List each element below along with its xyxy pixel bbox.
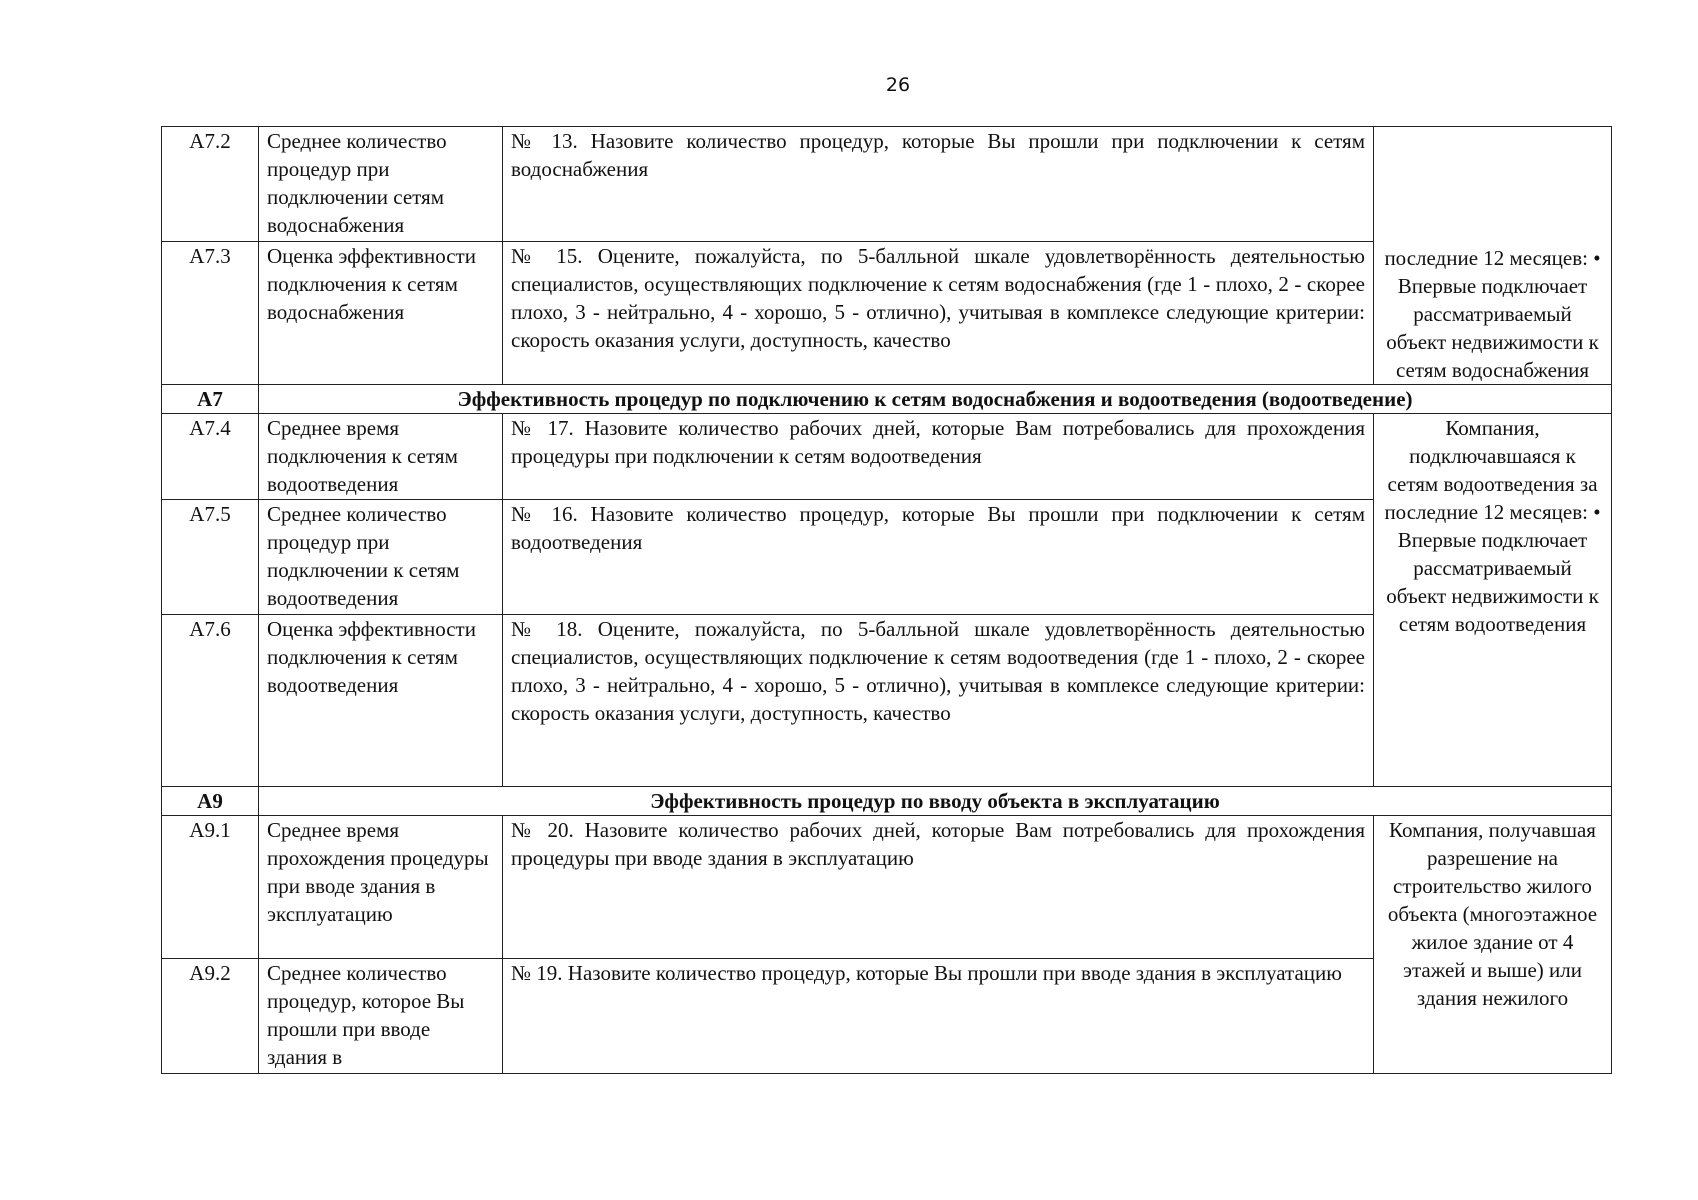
- table-row: [162, 414, 1612, 500]
- survey-question: № 17. Назовите количество рабочих дней, которые Вам потребовались для прохождения процедуры при подключении к сетям водоотведения: [503, 414, 1374, 500]
- indicator-code: А7.2: [162, 127, 259, 242]
- survey-indicators-table: [161, 126, 1612, 1074]
- respondent-criteria: Компания, подключавшаяся к сетям водоотведения за последние 12 месяцев: • Впервые подключает рассматриваемый объект недвижимости к сетям водоотведения: [1374, 414, 1612, 787]
- survey-question: № 13. Назовите количество процедур, которые Вы прошли при подключении к сетям водоснабжения: [503, 127, 1374, 242]
- indicator-code: А7.6: [162, 615, 259, 787]
- table-row: [162, 816, 1612, 959]
- section-header-row: [162, 385, 1612, 414]
- indicator-code: А7.5: [162, 500, 259, 615]
- survey-question: № 18. Оцените, пожалуйста, по 5-балльной шкале удовлетворённость деятельностью специалистов, осуществляющих подключение к сетям водоотведения (где 1 - плохо, 2 - скорее плохо, 3 - нейтрально, 4 - хорошо, 5 - отлично), учитывая в комплексе следующие критерии: скорость оказания услуги, доступность, качество: [503, 615, 1374, 787]
- survey-question: № 20. Назовите количество рабочих дней, которые Вам потребовались для прохождения процедуры при вводе здания в эксплуатацию: [503, 816, 1374, 959]
- respondent-criteria: Компания, получавшая разрешение на строительство жилого объекта (многоэтажное жилое здание от 4 этажей и выше) или здания нежилого: [1374, 816, 1612, 1074]
- section-code: А7: [162, 385, 259, 414]
- indicator-code: А9.1: [162, 816, 259, 959]
- section-header-row: [162, 787, 1612, 816]
- survey-question: № 15. Оцените, пожалуйста, по 5-балльной шкале удовлетворённость деятельностью специалистов, осуществляющих подключение к сетям водоснабжения (где 1 - плохо, 2 - скорее плохо, 3 - нейтрально, 4 - хорошо, 5 - отлично), учитывая в комплексе следующие критерии: скорость оказания услуги, доступность, качество: [503, 242, 1374, 385]
- indicator-name: Среднее количество процедур при подключении к сетям водоотведения: [259, 500, 503, 615]
- survey-question: № 16. Назовите количество процедур, которые Вы прошли при подключении к сетям водоотведения: [503, 500, 1374, 615]
- section-title: Эффективность процедур по вводу объекта в эксплуатацию: [259, 787, 1612, 816]
- indicator-name: Среднее время прохождения процедуры при вводе здания в эксплуатацию: [259, 816, 503, 959]
- indicator-name: Среднее количество процедур при подключении сетям водоснабжения: [259, 127, 503, 242]
- indicator-name: Оценка эффективности подключения к сетям водоснабжения: [259, 242, 503, 385]
- indicator-name: Среднее время подключения к сетям водоотведения: [259, 414, 503, 500]
- indicator-code: А7.4: [162, 414, 259, 500]
- indicator-name: Среднее количество процедур, которое Вы прошли при вводе здания в: [259, 959, 503, 1074]
- respondent-criteria: последние 12 месяцев: • Впервые подключает рассматриваемый объект недвижимости к сетям водоснабжения: [1374, 127, 1612, 385]
- indicator-code: А9.2: [162, 959, 259, 1074]
- section-code: А9: [162, 787, 259, 816]
- page-number: 26: [885, 74, 911, 96]
- indicator-name: Оценка эффективности подключения к сетям водоотведения: [259, 615, 503, 787]
- table-row: [162, 127, 1612, 242]
- survey-question: № 19. Назовите количество процедур, которые Вы прошли при вводе здания в эксплуатацию: [503, 959, 1374, 1074]
- section-title: Эффективность процедур по подключению к сетям водоснабжения и водоотведения (водоотведение): [259, 385, 1612, 414]
- indicator-code: А7.3: [162, 242, 259, 385]
